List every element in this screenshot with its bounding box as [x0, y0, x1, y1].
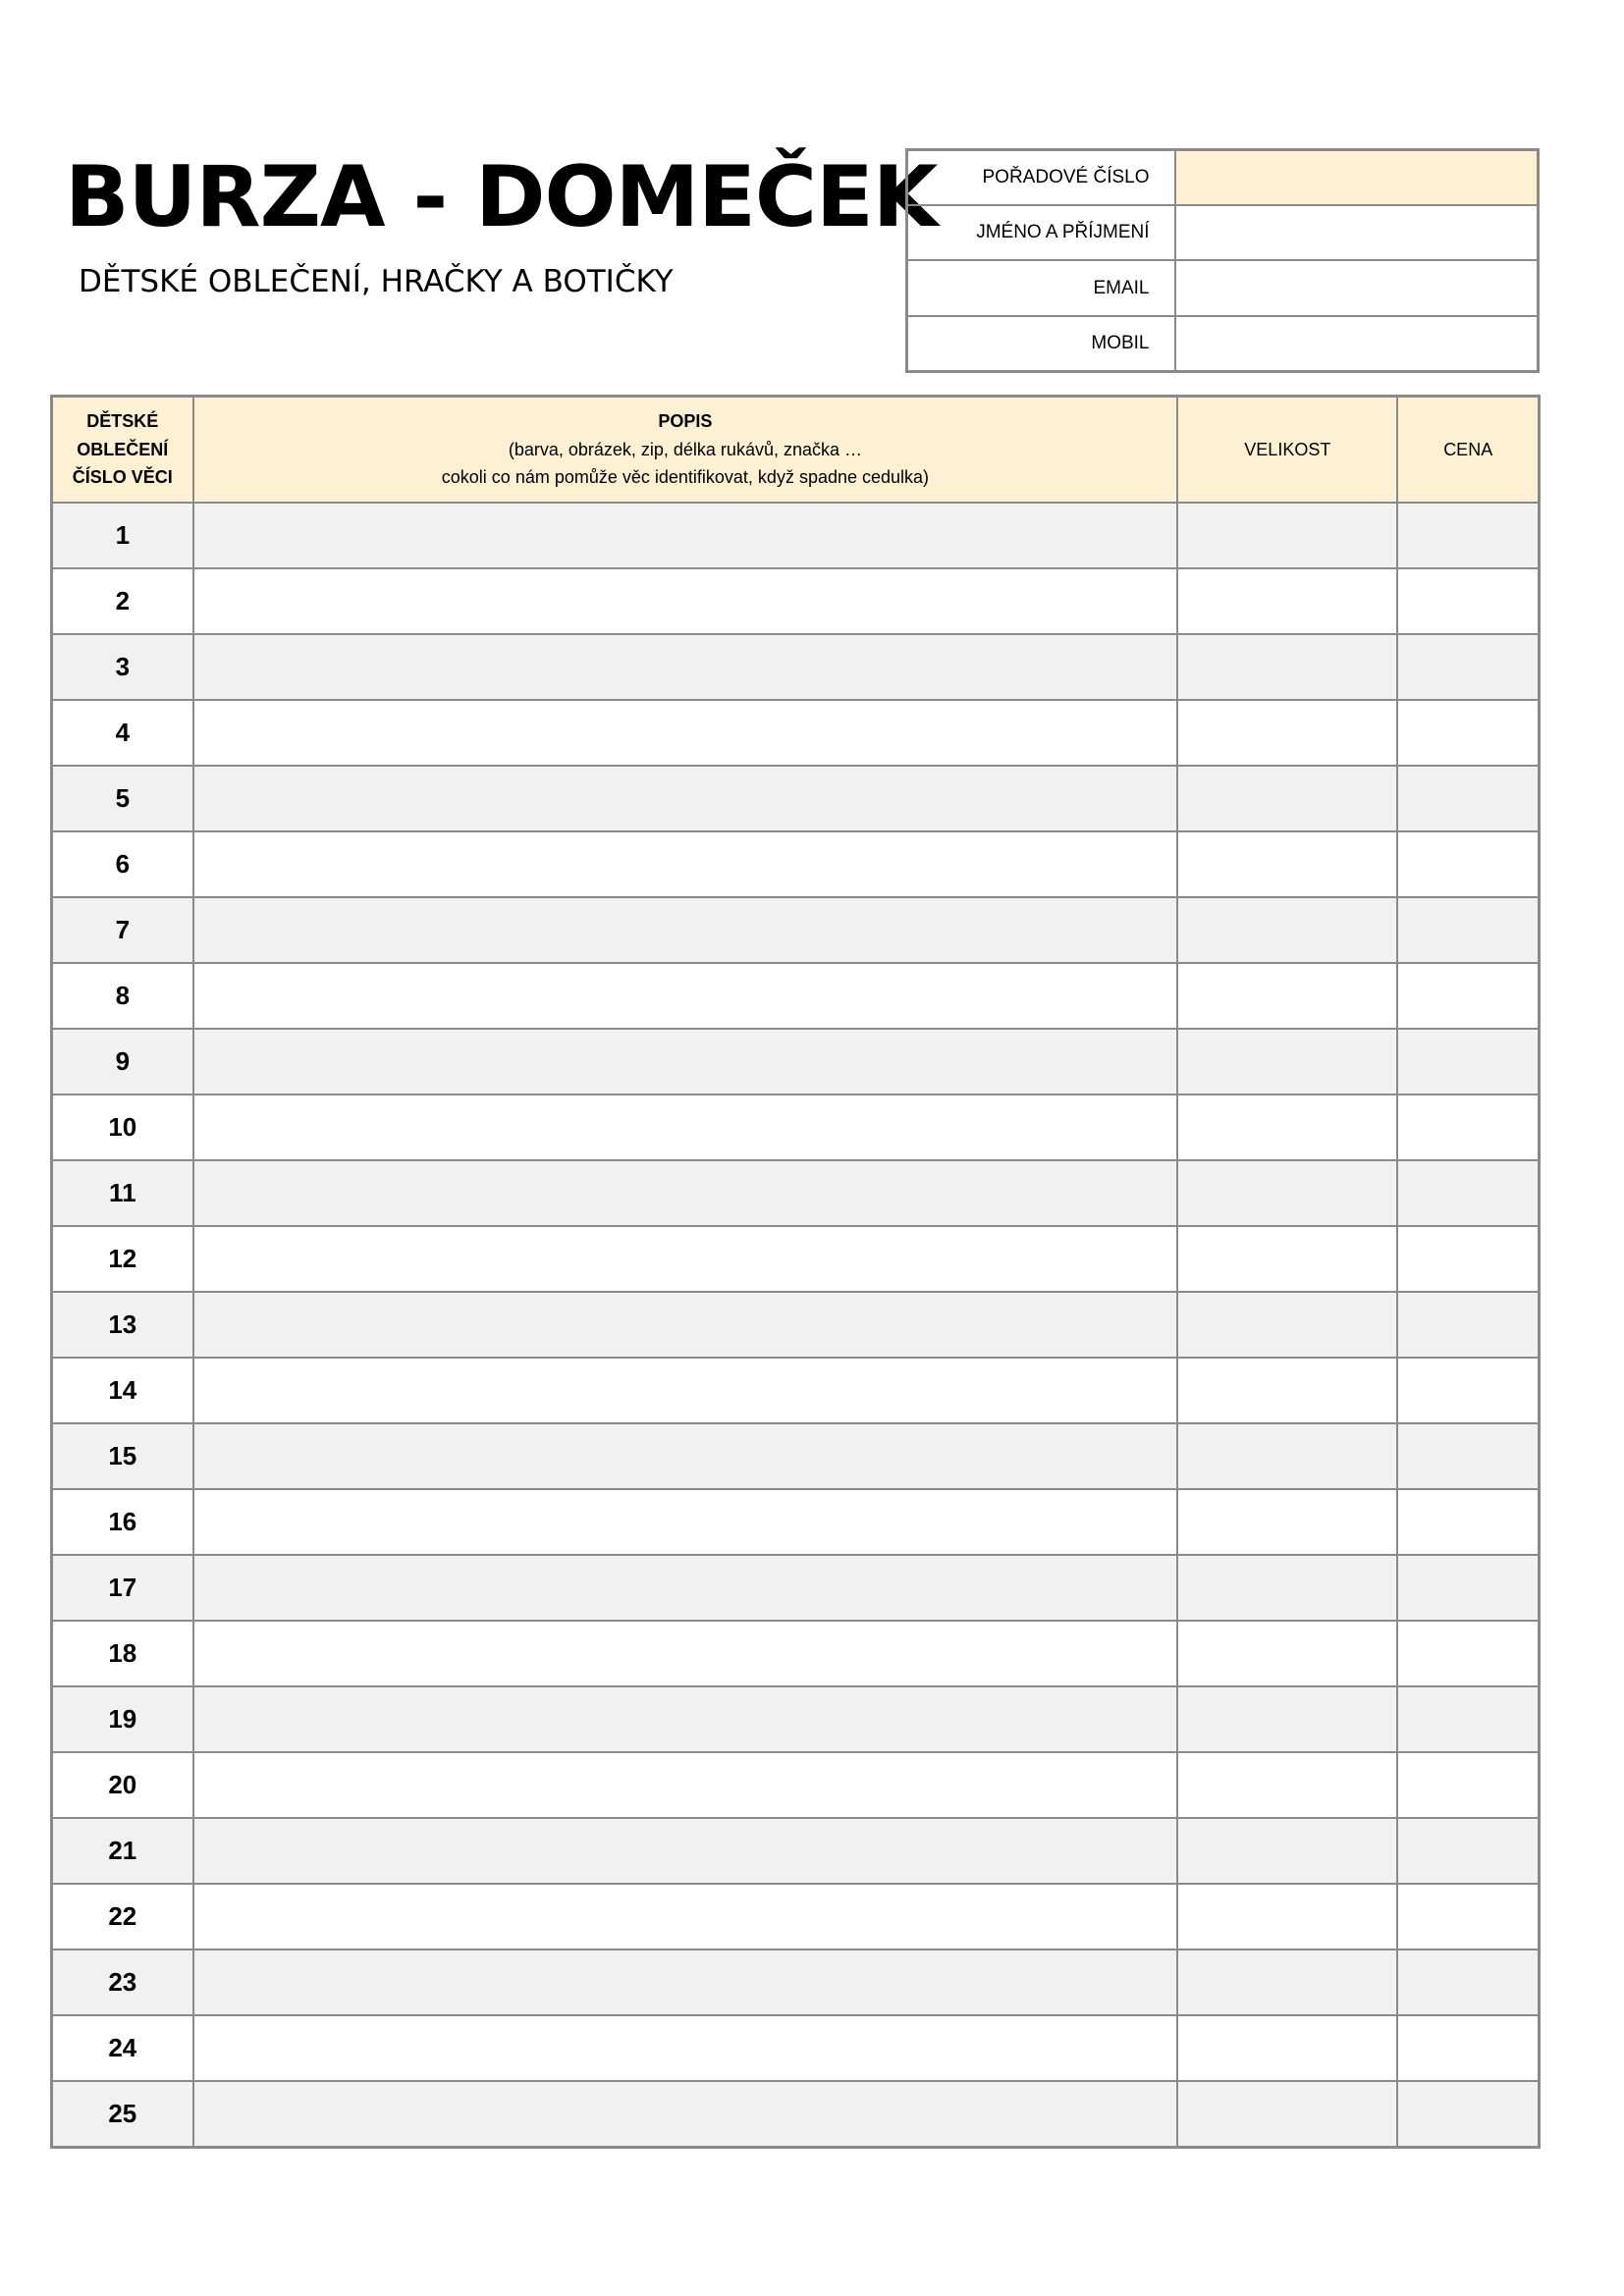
size-cell[interactable]: [1177, 963, 1397, 1029]
price-cell[interactable]: [1397, 1095, 1539, 1160]
item-number: 1: [52, 503, 193, 568]
table-row: [52, 1949, 1540, 2015]
page-title: BURZA - DOMEČEK: [65, 148, 938, 246]
price-cell[interactable]: [1397, 1489, 1539, 1555]
description-cell[interactable]: [193, 1555, 1178, 1621]
price-cell[interactable]: [1397, 1818, 1539, 1884]
header-price: CENA: [1397, 397, 1539, 504]
item-number: 5: [52, 766, 193, 831]
header-description-hint: (barva, obrázek, zip, délka rukávů, značka …: [508, 439, 862, 459]
size-cell[interactable]: [1177, 2081, 1397, 2148]
price-cell[interactable]: [1397, 1884, 1539, 1949]
size-cell[interactable]: [1177, 1686, 1397, 1752]
contact-info-table: [905, 148, 1540, 373]
item-number: 10: [52, 1095, 193, 1160]
table-row: [52, 897, 1540, 963]
table-row: [52, 1752, 1540, 1818]
table-row: [52, 1160, 1540, 1226]
price-cell[interactable]: [1397, 897, 1539, 963]
item-number: 13: [52, 1292, 193, 1358]
description-cell[interactable]: [193, 1226, 1178, 1292]
item-number: 25: [52, 2081, 193, 2148]
info-value-field[interactable]: [1175, 150, 1539, 206]
size-cell[interactable]: [1177, 1752, 1397, 1818]
table-row: [52, 700, 1540, 766]
price-cell[interactable]: [1397, 1292, 1539, 1358]
item-number: 23: [52, 1949, 193, 2015]
table-row: [52, 1358, 1540, 1423]
description-cell[interactable]: [193, 1358, 1178, 1423]
info-value-field[interactable]: [1175, 316, 1539, 372]
item-number: 15: [52, 1423, 193, 1489]
description-cell[interactable]: [193, 1621, 1178, 1686]
size-cell[interactable]: [1177, 2015, 1397, 2081]
size-cell[interactable]: [1177, 1949, 1397, 2015]
description-cell[interactable]: [193, 568, 1178, 634]
description-cell[interactable]: [193, 503, 1178, 568]
size-cell[interactable]: [1177, 634, 1397, 700]
table-row: [52, 1226, 1540, 1292]
header-number-line: OBLEČENÍ: [77, 439, 169, 459]
description-cell[interactable]: [193, 1949, 1178, 2015]
header-description: [193, 397, 1178, 504]
description-cell[interactable]: [193, 1489, 1178, 1555]
items-table: [50, 395, 1541, 2149]
size-cell[interactable]: [1177, 1358, 1397, 1423]
table-row: [52, 2081, 1540, 2148]
item-number: 8: [52, 963, 193, 1029]
item-number: 14: [52, 1358, 193, 1423]
table-row: [52, 1489, 1540, 1555]
size-cell[interactable]: [1177, 1555, 1397, 1621]
size-cell[interactable]: [1177, 568, 1397, 634]
size-cell[interactable]: [1177, 1621, 1397, 1686]
price-cell[interactable]: [1397, 831, 1539, 897]
table-row: [52, 1884, 1540, 1949]
description-cell[interactable]: [193, 1423, 1178, 1489]
header-number-line: ČÍSLO VĚCI: [72, 467, 173, 488]
table-row: [52, 831, 1540, 897]
item-number: 4: [52, 700, 193, 766]
size-cell[interactable]: [1177, 1095, 1397, 1160]
description-cell[interactable]: [193, 1160, 1178, 1226]
description-cell[interactable]: [193, 963, 1178, 1029]
price-cell[interactable]: [1397, 766, 1539, 831]
size-cell[interactable]: [1177, 503, 1397, 568]
description-cell[interactable]: [193, 1292, 1178, 1358]
price-cell[interactable]: [1397, 1752, 1539, 1818]
size-cell[interactable]: [1177, 831, 1397, 897]
item-number: 21: [52, 1818, 193, 1884]
size-cell[interactable]: [1177, 1226, 1397, 1292]
description-cell[interactable]: [193, 1818, 1178, 1884]
size-cell[interactable]: [1177, 1489, 1397, 1555]
table-row: [52, 1095, 1540, 1160]
item-number: 18: [52, 1621, 193, 1686]
size-cell[interactable]: [1177, 897, 1397, 963]
table-row: [52, 2015, 1540, 2081]
item-number: 20: [52, 1752, 193, 1818]
price-cell[interactable]: [1397, 1160, 1539, 1226]
info-label: EMAIL: [907, 260, 1175, 315]
price-cell[interactable]: [1397, 1226, 1539, 1292]
item-number: 24: [52, 2015, 193, 2081]
price-cell[interactable]: [1397, 1029, 1539, 1095]
size-cell[interactable]: [1177, 1160, 1397, 1226]
info-row: [907, 260, 1539, 315]
description-cell[interactable]: [193, 831, 1178, 897]
item-number: 3: [52, 634, 193, 700]
header-number-line: DĚTSKÉ: [86, 410, 159, 431]
size-cell[interactable]: [1177, 1884, 1397, 1949]
price-cell[interactable]: [1397, 1949, 1539, 2015]
description-cell[interactable]: [193, 634, 1178, 700]
price-cell[interactable]: [1397, 634, 1539, 700]
description-cell[interactable]: [193, 1884, 1178, 1949]
table-row: [52, 1423, 1540, 1489]
info-label: MOBIL: [907, 316, 1175, 372]
price-cell[interactable]: [1397, 1423, 1539, 1489]
header-description-title: POPIS: [658, 410, 713, 431]
price-cell[interactable]: [1397, 1686, 1539, 1752]
table-row: [52, 963, 1540, 1029]
description-cell[interactable]: [193, 2081, 1178, 2148]
page-subtitle: DĚTSKÉ OBLEČENÍ, HRAČKY A BOTIČKY: [79, 264, 674, 299]
item-number: 19: [52, 1686, 193, 1752]
header-item-number: [52, 397, 193, 504]
table-row: [52, 1686, 1540, 1752]
item-number: 9: [52, 1029, 193, 1095]
size-cell[interactable]: [1177, 1818, 1397, 1884]
price-cell[interactable]: [1397, 2081, 1539, 2148]
table-row: [52, 1029, 1540, 1095]
price-cell[interactable]: [1397, 568, 1539, 634]
size-cell[interactable]: [1177, 1292, 1397, 1358]
price-cell[interactable]: [1397, 1555, 1539, 1621]
table-row: [52, 1818, 1540, 1884]
header-description-hint: cokoli co nám pomůže věc identifikovat, když spadne cedulka): [441, 467, 930, 488]
description-cell[interactable]: [193, 1095, 1178, 1160]
table-row: [52, 634, 1540, 700]
table-row: [52, 568, 1540, 634]
info-value-field[interactable]: [1175, 260, 1539, 315]
description-cell[interactable]: [193, 700, 1178, 766]
info-row: [907, 205, 1539, 260]
description-cell[interactable]: [193, 897, 1178, 963]
items-table-header: [52, 397, 1540, 504]
table-row: [52, 1621, 1540, 1686]
size-cell[interactable]: [1177, 766, 1397, 831]
price-cell[interactable]: [1397, 963, 1539, 1029]
description-cell[interactable]: [193, 766, 1178, 831]
item-number: 12: [52, 1226, 193, 1292]
table-row: [52, 503, 1540, 568]
price-cell[interactable]: [1397, 1621, 1539, 1686]
price-cell[interactable]: [1397, 2015, 1539, 2081]
header-size: VELIKOST: [1177, 397, 1397, 504]
table-row: [52, 766, 1540, 831]
description-cell[interactable]: [193, 2015, 1178, 2081]
size-cell[interactable]: [1177, 1029, 1397, 1095]
description-cell[interactable]: [193, 1029, 1178, 1095]
description-cell[interactable]: [193, 1752, 1178, 1818]
size-cell[interactable]: [1177, 700, 1397, 766]
size-cell[interactable]: [1177, 1423, 1397, 1489]
info-row: [907, 150, 1539, 206]
info-value-field[interactable]: [1175, 205, 1539, 260]
item-number: 17: [52, 1555, 193, 1621]
info-label: JMÉNO A PŘÍJMENÍ: [907, 205, 1175, 260]
price-cell[interactable]: [1397, 700, 1539, 766]
item-number: 7: [52, 897, 193, 963]
price-cell[interactable]: [1397, 1358, 1539, 1423]
table-row: [52, 1292, 1540, 1358]
item-number: 2: [52, 568, 193, 634]
item-number: 22: [52, 1884, 193, 1949]
item-number: 16: [52, 1489, 193, 1555]
table-row: [52, 1555, 1540, 1621]
price-cell[interactable]: [1397, 503, 1539, 568]
item-number: 6: [52, 831, 193, 897]
item-number: 11: [52, 1160, 193, 1226]
info-label: POŘADOVÉ ČÍSLO: [907, 150, 1175, 206]
info-row: [907, 316, 1539, 372]
description-cell[interactable]: [193, 1686, 1178, 1752]
